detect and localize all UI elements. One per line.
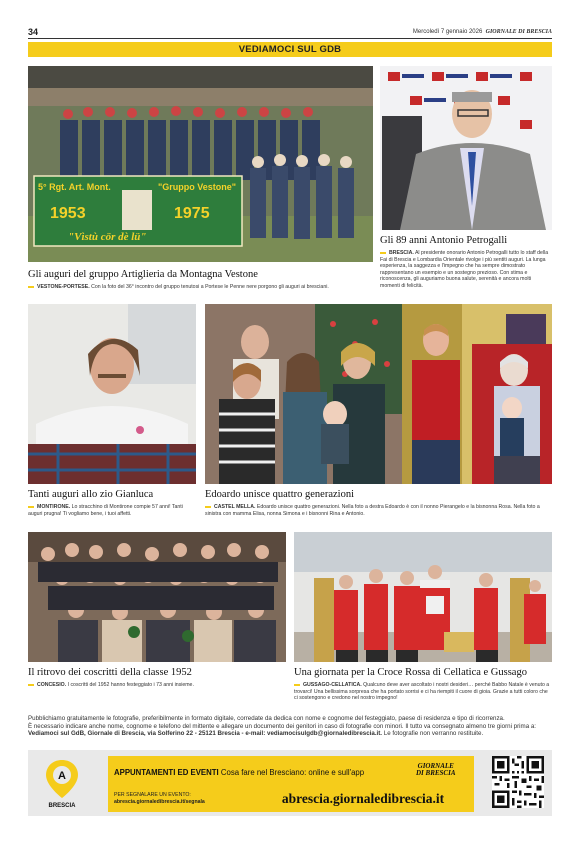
page-number: 34 (28, 27, 39, 37)
ad-submit-label: PER SEGNALARE UN EVENTO: (114, 792, 191, 798)
banner-year-start: 1953 (50, 205, 86, 222)
photo-edoardo-right (402, 304, 552, 484)
article-title-artiglieria: Gli auguri del gruppo Artiglieria da Montagna Vestone (28, 269, 258, 280)
article-text-artiglieria: VESTONE-PORTESE. Con la foto del 36° incontro del gruppo tenutosi a Portese le Penne nere porgono gli auguri ai bresciani. (28, 284, 373, 291)
submission-line-1: Pubblichiamo gratuitamente le fotografie, preferibilmente in formato digitale, corredate da dedica con nome e cognome del festeggiato, paese di residenza e tipo di ricorrenza. (28, 715, 505, 722)
photo-croce-rossa (294, 532, 552, 662)
submission-line-2: È necessario indicare anche nome, cognome e telefono del mittente e allegare un documento dei genitori in caso di fotografie con minori. Il tutto va consegnato almeno tre giorni prima a: (28, 722, 537, 730)
article-text-petrogalli: BRESCIA. Al presidente onorario Antonio Petrogalli tutto lo staff della Fai di Brescia e Lombardia Orientale rivolge i più sentiti auguri. La lunga esperienza, la saggezza e l'impegno che ha sempre dimostrato rappresentano un esempio e un sostegno prezioso. Con stima e riconoscenza, gli auguriamo buona salute, serenità e ancora molti momenti di felicità. (380, 250, 549, 289)
photo-petrogalli (380, 66, 552, 230)
article-text-croce-rossa: GUSSAGO-CELLATICA. Qualcuno deve aver ascoltato i nostri desideri… perché Babbo Natale è venuto a trovarci! Una bellissima sorpresa che ha portato sorrisi e ci ha riempiti il cuore di gioia. Grazie a tutti coloro che ci sostengono e credono nel nostro impegno! (294, 682, 550, 702)
svg-text:A: A (58, 770, 66, 782)
ad-submit-event (114, 792, 205, 805)
submission-address[interactable]: Vediamoci sul GdB, Giornale di Brescia, via Solferino 22 - 25121 Brescia - e-mail: vediamocisulgdb@giornaledibrescia.it. (28, 730, 383, 738)
abrescia-logo (36, 756, 88, 808)
photo-artiglieria-group (28, 66, 373, 262)
section-banner: VEDIAMOCI SUL GDB (28, 42, 552, 57)
yellow-marker (28, 506, 34, 508)
banner-text-group: "Gruppo Vestone" (158, 182, 237, 192)
banner-year-end: 1975 (174, 205, 210, 222)
yellow-marker (294, 684, 300, 686)
gdb-brand: GIORNALE DI BRESCIA (416, 762, 456, 777)
page-dateline (413, 29, 552, 35)
ad-title-bold: APPUNTAMENTI ED EVENTI (114, 768, 219, 777)
ad-submit-link[interactable]: abrescia.giornaledibrescia.it/segnala (114, 798, 205, 805)
yellow-marker (28, 286, 34, 288)
yellow-marker (205, 506, 211, 508)
photo-coscritti-1952 (28, 532, 286, 662)
article-title-petrogalli: Gli 89 anni Antonio Petrogalli (380, 235, 508, 246)
ad-title (114, 768, 364, 777)
banner-text-regiment: 5° Rgt. Art. Mont. (38, 182, 111, 192)
article-title-gianluca: Tanti auguri allo zio Gianluca (28, 489, 154, 500)
yellow-marker (28, 684, 34, 686)
photo-gianluca (28, 304, 196, 484)
article-title-coscritti: Il ritrovo dei coscritti della classe 1952 (28, 667, 192, 678)
banner-motto: "Vìstù cör dè lü" (68, 231, 147, 243)
yellow-marker (380, 252, 386, 254)
newspaper-name: GIORNALE DI BRESCIA (485, 29, 552, 35)
qr-code[interactable] (492, 756, 544, 808)
submission-note: Le fotografie non verranno restituite. (383, 730, 484, 738)
photo-edoardo-left (205, 304, 402, 484)
article-title-croce-rossa: Una giornata per la Croce Rossa di Cellatica e Gussago (294, 667, 527, 678)
logo-label: BRESCIA (48, 803, 76, 808)
article-title-edoardo: Edoardo unisce quattro generazioni (205, 489, 354, 500)
issue-date: Mercoledì 7 gennaio 2026 (412, 29, 483, 35)
article-text-edoardo: CASTEL MELLA. Edoardo unisce quattro generazioni. Nella foto a destra Edoardo è con il nonno Pierangelo e la bisnonna Rosa. Nella foto a sinistra con mamma Elisa, nonna Simona e i bisnonni Rina e Antonio. (205, 504, 540, 517)
submission-info (28, 715, 558, 738)
article-text-coscritti: CONCESIO. I coscritti del 1952 hanno festeggiato i 73 anni insieme. (28, 682, 286, 689)
submission-address-line (28, 730, 558, 738)
ad-title-rest: Cosa fare nel Bresciano: online e sull'app (220, 768, 365, 777)
header-rule (28, 38, 552, 39)
article-text-gianluca: MONTIRONE. Lo stracchino di Montirone compie 57 anni! Tanti auguri prugna! Ti vogliamo bene, i tuoi affetti. (28, 504, 183, 517)
ad-url[interactable]: abrescia.giornaledibrescia.it (256, 788, 470, 810)
